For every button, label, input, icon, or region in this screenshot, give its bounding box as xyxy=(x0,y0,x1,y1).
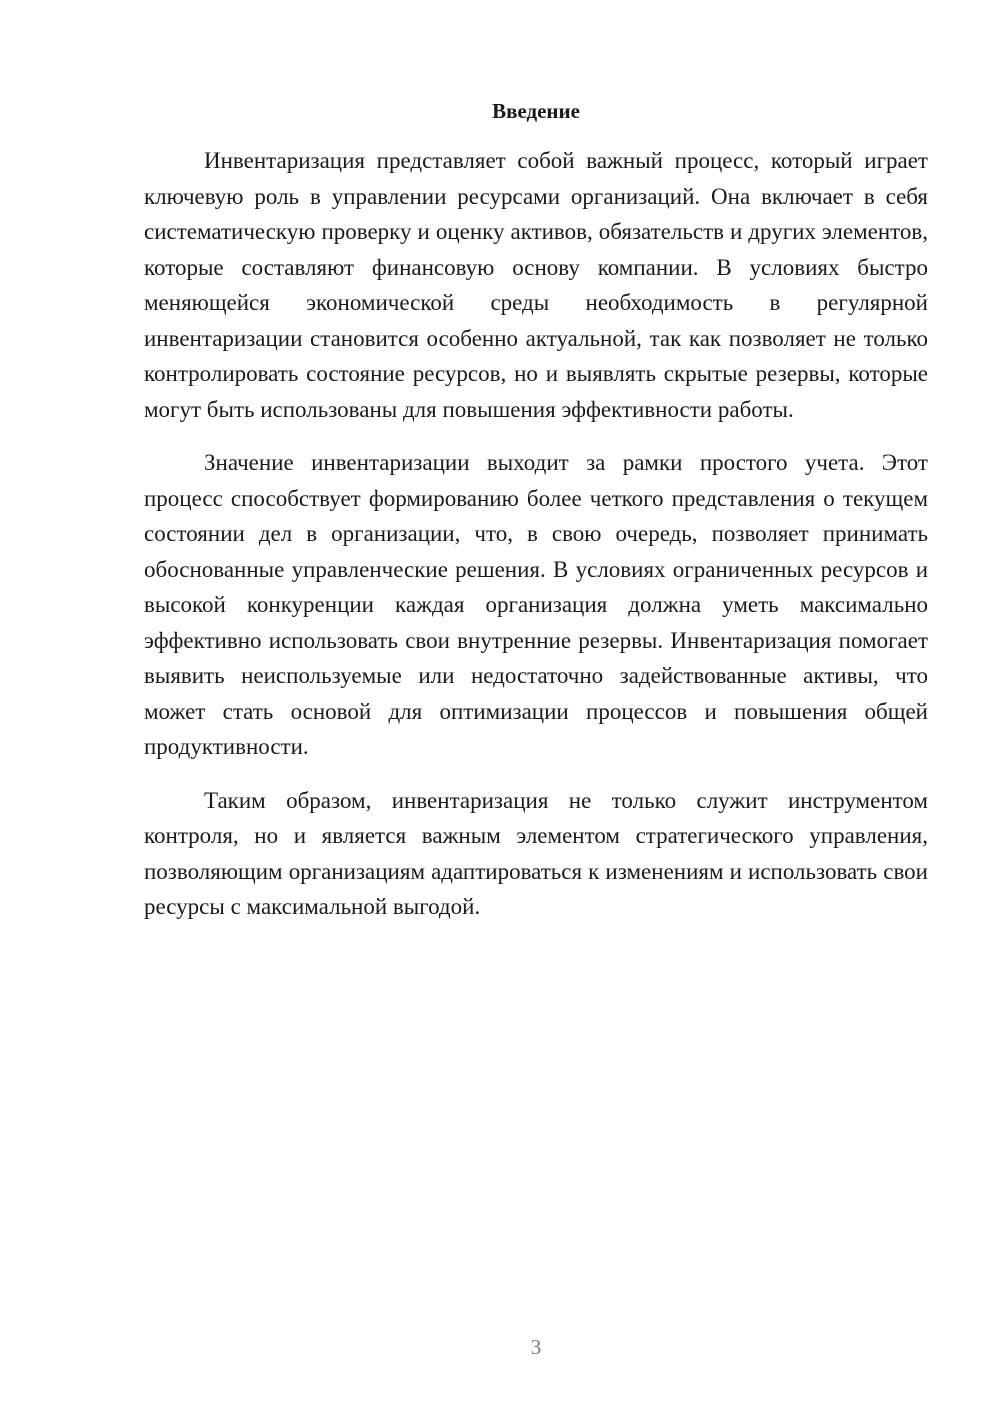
paragraph-3: Таким образом, инвентаризация не только служит инструментом контроля, но и является важным элементом стратегического управления, позволяющим организациям адаптироваться к изменениям и использовать свои ресурсы с максимальной выгодой. xyxy=(144,787,928,919)
paragraph-2: Значение инвентаризации выходит за рамки простого учета. Этот процесс способствует формированию более четкого представления о текущем состоянии дел в организации, что, в свою очередь, позволяет принимать обоснованные управленческие решения. В условиях ограниченных ресурсов и высокой конкуренции каждая организация должна уметь максимально эффективно использовать свои внутренние резервы. Инвентаризация помогает выявить неиспользуемые или недостаточно задействованные активы, что может стать основой для оптимизации процессов и повышения общей продуктивности. xyxy=(144,450,928,759)
page-number: 3 xyxy=(530,1335,542,1359)
section-heading: Введение xyxy=(492,99,580,123)
body-text xyxy=(144,143,928,943)
paragraph-1: Инвентаризация представляет собой важный процесс, который играет ключевую роль в управлении ресурсами организаций. Она включает в себя систематическую проверку и оценку активов, обязательств и других элементов, которые составляют финансовую основу компании. В условиях быстро меняющейся экономической среды необходимость в регулярной инвентаризации становится особенно актуальной, так как позволяет не только контролировать состояние ресурсов, но и выявлять скрытые резервы, которые могут быть использованы для повышения эффективности работы. xyxy=(144,148,928,422)
